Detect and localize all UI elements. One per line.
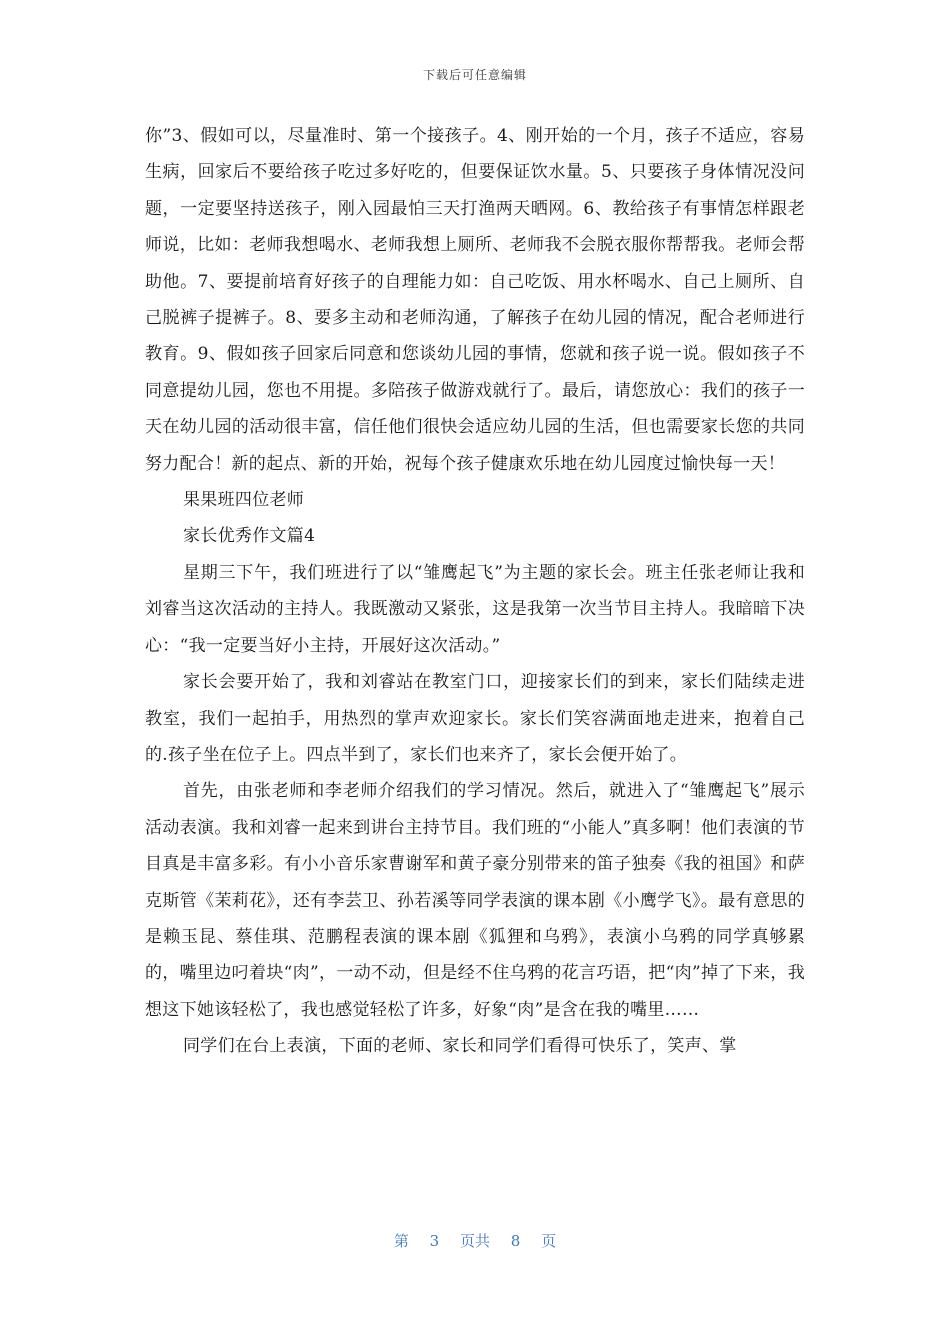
signature-line: 果果班四位老师	[183, 490, 305, 511]
paragraph: 首先，由张老师和李老师介绍我们的学习情况。然后，就进入了“雏鹰起飞”展示活动表演。我和刘睿一起来到讲台主持节目。我们班的“小能人”真多啊！他们表演的节目真是丰富多彩。有小小音乐家曹谢军和黄子豪分别带来的笛子独奏《我的祖国》和萨克斯管《茉莉花》，还有李芸卫、孙若溪等同学表演的课本剧《小鹰学飞》。最有意思的是赖玉昆、蔡佳琪、范鹏程表演的课本剧《狐狸和乌鸦》，表演小乌鸦的同学真够累的，嘴里边叼着块“肉”，一动不动，但是经不住乌鸦的花言巧语，把“肉”掉了下来，我想这下她该轻松了，我也感觉轻松了许多，好象“肉”是含在我的嘴里……	[145, 781, 805, 1020]
paragraph: 同学们在台上表演，下面的老师、家长和同学们看得可快乐了，笑声、掌	[183, 1036, 737, 1057]
page-header: 下载后可任意编辑	[422, 68, 527, 82]
page-label-middle: 页共	[459, 1232, 490, 1250]
page-footer	[0, 1230, 950, 1251]
current-page-number: 3	[429, 1232, 440, 1250]
paragraph-continuation: 你”3、假如可以，尽量准时、第一个接孩子。4、刚开始的一个月，孩子不适应，容易生病，回家后不要给孩子吃过多好吃的，但要保证饮水量。5、只要孩子身体情况没问题，一定要坚持送孩子，刚入园最怕三天打渔两天晒网。6、教给孩子有事情怎样跟老师说，比如：老师我想喝水、老师我想上厕所、老师我不会脱衣服你帮帮我。老师会帮助他。7、要提前培育好孩子的自理能力如：自己吃饭、用水杯喝水、自己上厕所、自己脱裤子提裤子。8、要多主动和老师沟通，了解孩子在幼儿园的情况，配合老师进行教育。9、假如孩子回家后同意和您谈幼儿园的事情，您就和孩子说一说。假如孩子不同意提幼儿园，您也不用提。多陪孩子做游戏就行了。最后，请您放心：我们的孩子一天在幼儿园的活动很丰富，信任他们很快会适应幼儿园的生活，但也需要家长您的共同努力配合！新的起点、新的开始，祝每个孩子健康欢乐地在幼儿园度过愉快每一天！	[145, 126, 805, 474]
paragraph: 家长会要开始了，我和刘睿站在教室门口，迎接家长们的到来，家长们陆续走进教室，我们一起拍手，用热烈的掌声欢迎家长。家长们笑容满面地走进来，抱着自己的.孩子坐在位子上。四点半到了，家长们也来齐了，家长会便开始了。	[145, 672, 805, 765]
total-pages-number: 8	[510, 1232, 521, 1250]
page-label-suffix: 页	[541, 1232, 557, 1250]
paragraph: 星期三下午，我们班进行了以“雏鹰起飞”为主题的家长会。班主任张老师让我和刘睿当这次活动的主持人。我既激动又紧张，这是我第一次当节目主持人。我暗暗下决心：“我一定要当好小主持，开展好这次活动。”	[145, 562, 805, 656]
page-label-prefix: 第	[393, 1232, 409, 1250]
section-title: 家长优秀作文篇4	[183, 526, 316, 547]
document-body	[145, 118, 805, 1065]
